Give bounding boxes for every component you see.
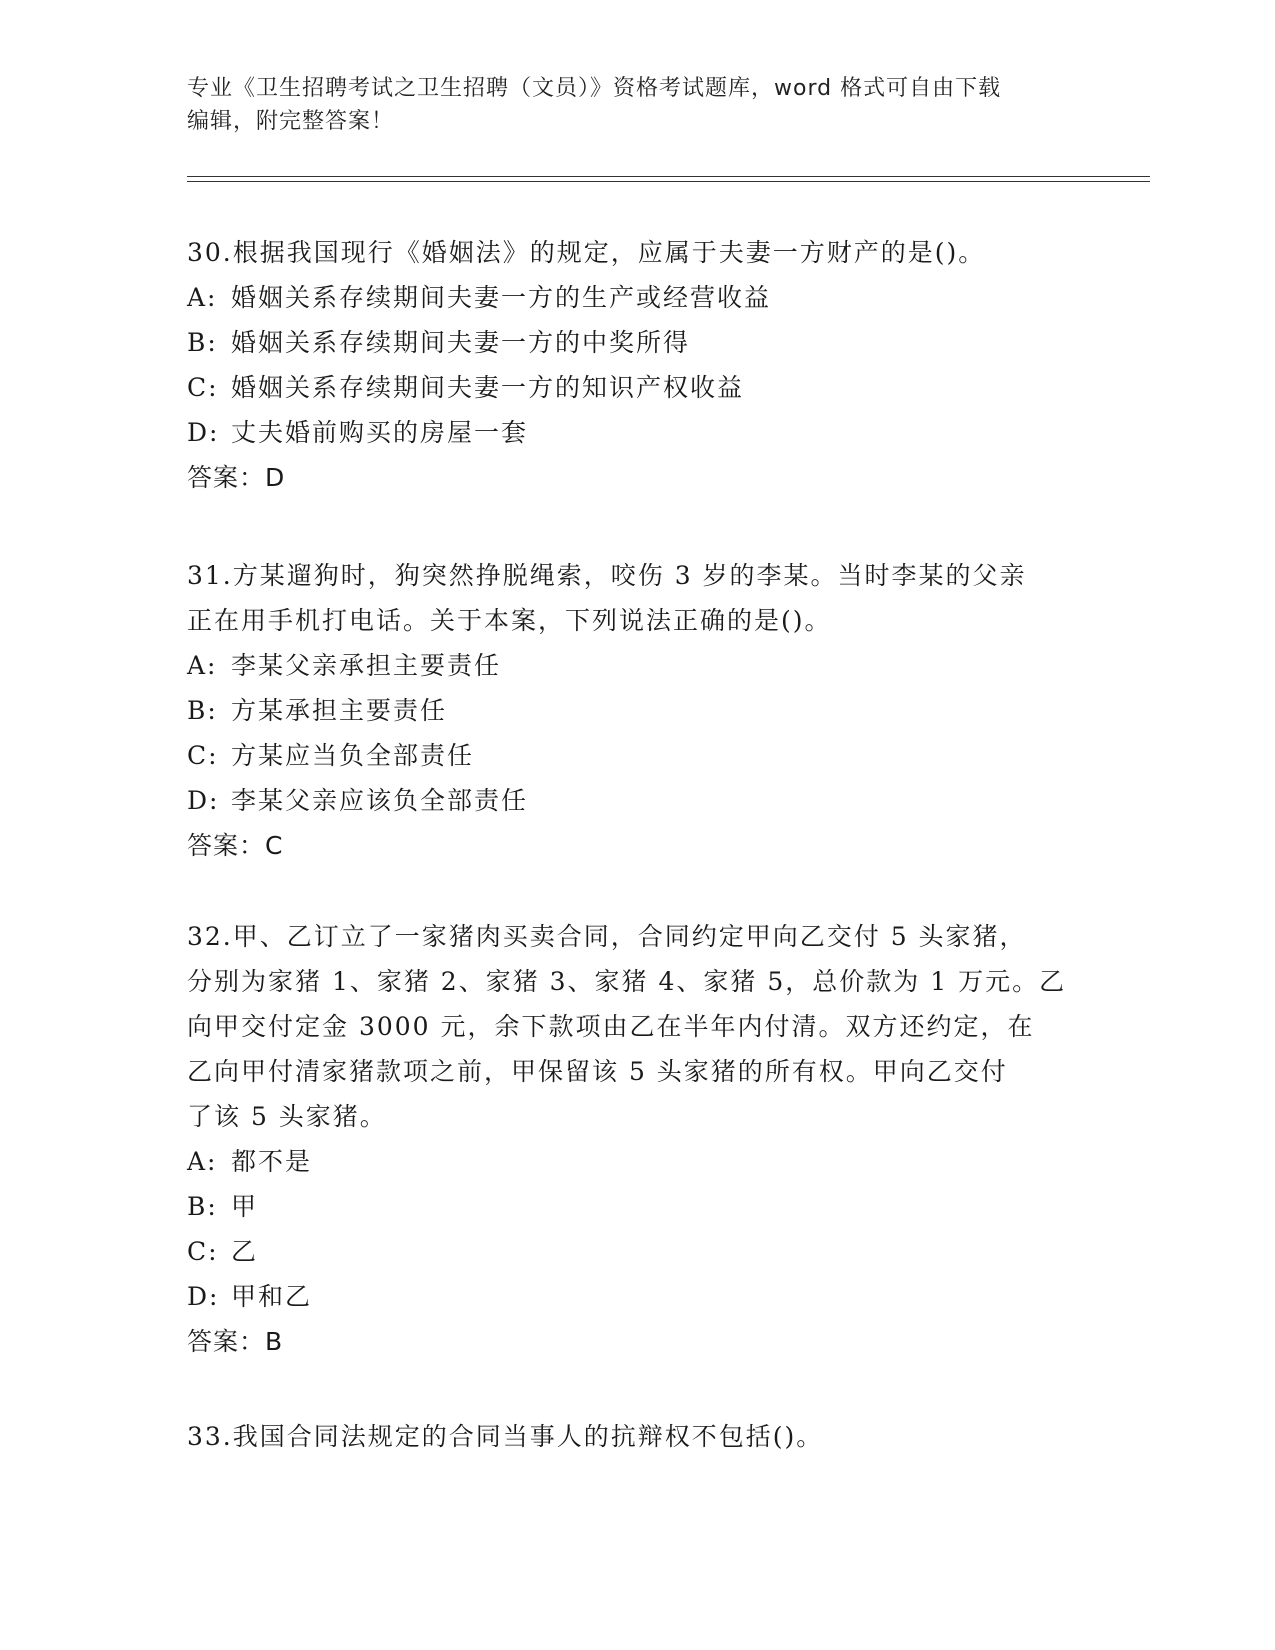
- option-key: D:: [187, 418, 220, 447]
- option-key: C:: [187, 741, 219, 770]
- option-a: [187, 275, 1087, 320]
- question-stem-line: 乙向甲付清家猪款项之前，甲保留该 5 头家猪的所有权。甲向乙交付: [187, 1057, 1008, 1086]
- option-d: [187, 410, 1087, 455]
- header-divider-bottom: [187, 181, 1150, 182]
- option-text: 方某应当负全部责任: [231, 741, 475, 770]
- option-key: A:: [187, 1147, 218, 1176]
- question-stem-line: 分别为家猪 1、家猪 2、家猪 3、家猪 4、家猪 5，总价款为 1 万元。乙: [187, 967, 1067, 996]
- option-text: 方某承担主要责任: [231, 696, 448, 725]
- option-c: [187, 733, 1087, 778]
- option-b: [187, 1184, 1087, 1229]
- option-text: 李某父亲承担主要责任: [231, 651, 502, 680]
- question-stem-line: 33.我国合同法规定的合同当事人的抗辩权不包括()。: [187, 1422, 824, 1451]
- question-stem-line: 30.根据我国现行《婚姻法》的规定，应属于夫妻一方财产的是()。: [187, 238, 986, 267]
- option-a: [187, 643, 1087, 688]
- option-text: 甲和乙: [231, 1282, 313, 1311]
- option-text: 李某父亲应该负全部责任: [231, 786, 529, 815]
- question-stem-line: 向甲交付定金 3000 元，余下款项由乙在半年内付清。双方还约定，在: [187, 1012, 1035, 1041]
- option-key: B:: [187, 1192, 218, 1221]
- option-text: 乙: [231, 1237, 259, 1266]
- option-key: B:: [187, 696, 218, 725]
- option-key: A:: [187, 651, 218, 680]
- option-text: 丈夫婚前购买的房屋一套: [231, 418, 529, 447]
- question-33: [187, 1414, 1087, 1459]
- option-b: [187, 688, 1087, 733]
- question-32: [187, 914, 1087, 1364]
- question-30: [187, 230, 1087, 500]
- option-text: 婚姻关系存续期间夫妻一方的中奖所得: [231, 328, 691, 357]
- option-a: [187, 1139, 1087, 1184]
- option-key: C:: [187, 1237, 219, 1266]
- header-divider-top: [187, 176, 1150, 177]
- option-d: [187, 778, 1087, 823]
- answer-line: 答案：B: [187, 1327, 284, 1356]
- option-b: [187, 320, 1087, 365]
- option-text: 甲: [231, 1192, 259, 1221]
- option-d: [187, 1274, 1087, 1319]
- question-stem-line: 32.甲、乙订立了一家猪肉买卖合同，合同约定甲向乙交付 5 头家猪，: [187, 922, 1027, 951]
- question-stem-line: 了该 5 头家猪。: [187, 1102, 387, 1131]
- option-key: A:: [187, 283, 218, 312]
- question-31: [187, 553, 1087, 868]
- header-line-1: 专业《卫生招聘考试之卫生招聘（文员）》资格考试题库，word 格式可自由下载: [187, 76, 1002, 101]
- header-line-2: 编辑，附完整答案！: [187, 109, 395, 134]
- answer-line: 答案：C: [187, 831, 284, 860]
- option-c: [187, 365, 1087, 410]
- option-key: C:: [187, 373, 219, 402]
- option-c: [187, 1229, 1087, 1274]
- option-key: D:: [187, 1282, 220, 1311]
- option-key: B:: [187, 328, 218, 357]
- option-key: D:: [187, 786, 220, 815]
- option-text: 都不是: [231, 1147, 313, 1176]
- document-header: [187, 72, 1087, 138]
- question-stem-line: 正在用手机打电话。关于本案，下列说法正确的是()。: [187, 606, 832, 635]
- question-stem-line: 31.方某遛狗时，狗突然挣脱绳索，咬伤 3 岁的李某。当时李某的父亲: [187, 561, 1027, 590]
- option-text: 婚姻关系存续期间夫妻一方的生产或经营收益: [231, 283, 772, 312]
- option-text: 婚姻关系存续期间夫妻一方的知识产权收益: [231, 373, 745, 402]
- answer-line: 答案：D: [187, 463, 286, 492]
